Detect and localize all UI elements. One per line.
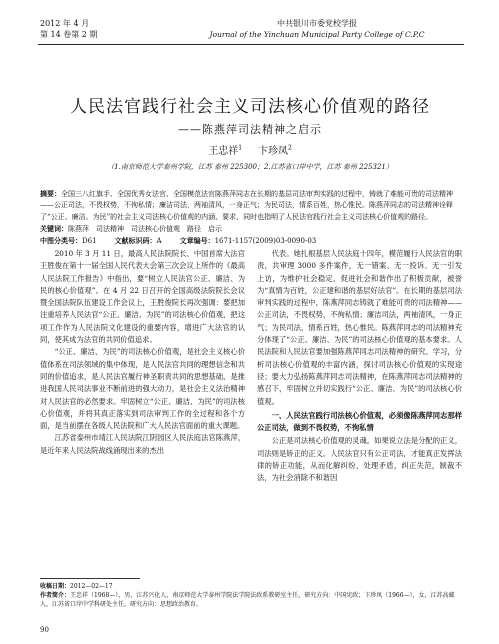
- section-heading: 一、人民法官践行司法核心价值观，必须像陈燕萍同志那样公正司法，做到不畏权势，不徇私情: [257, 410, 462, 433]
- doc-code: [115, 235, 162, 247]
- page-number: 90: [40, 626, 49, 634]
- author-line: [40, 142, 460, 157]
- body-column-left: [40, 248, 245, 457]
- abstract: [40, 188, 462, 223]
- classification-line: [40, 235, 462, 247]
- journal-name-en: Journal of the Yinchuan Municipal Party College of C.P.C: [209, 30, 425, 39]
- author-name: 王忠祥: [208, 146, 239, 157]
- paragraph: 代表。她扎根基层人民法庭十四年，模范履行人民法官的职责，共审理 3000 多件案件，无一错案、无一投诉、无一引发上访，为维护社会稳定、促进社会和谐作出了积极贡献，被誉为“真情为百姓，公正建和谐的基层好法官”。在长期的基层司法审判实践的过程中，陈燕萍同志铸就了难能可贵的司法精神——公正司法，不畏权势，不徇私情；廉洁司法，两袖清风，一身正气；为民司法，情系百姓，热心惟民。陈燕萍同志的司法精神充分体现了“公正、廉洁、为民”的司法核心价值观的基本要求。人民法院和人民法官要加强陈燕萍同志司法精神的研究、学习，分析司法核心价值观的丰富内涵，探讨司法核心价值观的实现途径；要大力弘扬陈燕萍同志司法精神，在陈燕萍同志司法精神的感召下，牢固树立并切实践行“公正、廉洁、为民”的司法核心价值观。: [257, 249, 462, 406]
- author-affil-mark: 1: [238, 144, 243, 152]
- paragraph: 江苏省泰州市靖江人民法院江阴园区人民法庭法官陈燕萍，是近年来人民法院战线涌现出来的杰出: [40, 433, 245, 455]
- abstract-block: [40, 188, 462, 247]
- clc-label: 中图分类号：: [40, 236, 82, 246]
- footnote-rule: [40, 578, 140, 579]
- article-title: 人民法官践行社会主义司法核心价值观的路径: [70, 97, 430, 117]
- author-name: 卞珍凤: [257, 146, 288, 157]
- doc-code-value: A: [156, 237, 162, 246]
- keywords-text: 陈燕萍 司法精神 司法核心价值观 路径 启示: [68, 224, 222, 233]
- volume-issue: 第 14 卷第 2 期: [40, 30, 98, 39]
- author-bio-label: 作者简介：: [40, 592, 71, 599]
- abstract-text: 全国三八红旗手、全国优秀女法官、全国模范法官陈燕萍同志在长期的基层司法审判实践的过程中，铸就了难能可贵的司法精神——公正司法，不畏权势，不徇私情；廉洁司法，两袖清风，一身正气；为民司法，情系百姓，热心惟民。陈燕萍同志的司法精神诠释了“公正、廉洁、为民”的社会主义司法核心价值观的内涵、要求，同时也指明了人民法官践行社会主义司法核心价值观的路径。: [40, 190, 453, 221]
- article-subtitle: ——陈燕萍司法精神之启示: [178, 123, 322, 136]
- journal-name: [172, 18, 462, 40]
- paragraph: 公正是司法核心价值观的灵魂。如果说立法是分配的正义，司法则是矫正的正义。人民法官只有公正司法，才能真正发挥法律的矫正功能，从而化解纠纷，处理矛盾，纠正失范，制裁不法，为社会消除不和谐因: [257, 436, 462, 483]
- author-affil-mark: 2: [287, 144, 292, 152]
- footnote: [40, 582, 462, 609]
- article-no-value: 1671-1157(2009)03-0090-03: [214, 237, 317, 246]
- article-no-label: 文章编号：: [179, 236, 215, 246]
- clc-code: [40, 235, 97, 247]
- journal-name-cn: 中共银川市委党校学报: [277, 19, 357, 28]
- received-date: [40, 582, 462, 591]
- paragraph: 2010 年 3 月 11 日，最高人民法院院长、中国首席大法官王胜俊在第十一届全国人民代表大会第三次会议上所作的《最高人民法院工作报告》中指出，要“树立人民法官公正、廉洁、为民的核心价值观”。在 4 月 22 日召开的全国高级法院院长会议暨全国法院队伍建设工作会议上，王胜俊院长再次强调：要把加注重培养人民法官“公正、廉洁、为民”的司法核心价值观，把这项工作作为人民法院文化建设的重要内容，增进广大法官的认同，使其成为法官的共同价值追求。: [40, 249, 245, 345]
- keywords: [40, 223, 462, 235]
- author-bio-text: 王忠祥（1968—），男，江苏兴化人，南京师范大学泰州学院法学院法政系教研室主任，研究方向：中国宪政；卞珍凤（1966—），女，江苏高邮人，江苏省口岸中学科研处主任，研究方向：思想政治教育。: [40, 592, 455, 608]
- clc-value: D61: [82, 237, 97, 246]
- doc-code-label: 文献标识码：: [114, 236, 157, 246]
- keywords-label: 关键词：: [40, 223, 68, 233]
- paragraph: “公正、廉洁、为民”的司法核心价值观，是社会主义核心价值体系在司法领域的集中体现，是人民法官共同的理想信念和共同的价值追求，是人民法官履行神圣职责共同的思想基础，是推进我国人民司法事业不断前进的强大动力，是社会主义法治精神对人民法官的必然要求。牢固树立“公正、廉洁、为民”的司法核心价值观，并将其真正落实到司法审判工作的全过程和各个方面，是当前摆在各级人民法院和广大人民法官面前的重大课题。: [40, 347, 245, 431]
- issue-date: 2012 年 4 月: [40, 19, 90, 28]
- received-label: 收稿日期：: [40, 583, 71, 590]
- abstract-label: 摘要：: [40, 189, 61, 198]
- received-value: 2012—02—17: [70, 583, 113, 590]
- affiliation: （1.南京师范大学泰州学院，江苏 泰州 225300；2.江苏省口岸中学，江苏 泰州 225321）: [107, 163, 393, 171]
- author-bio: [40, 591, 462, 609]
- article-number: [180, 235, 317, 247]
- header-rule: [38, 44, 464, 45]
- body-column-right: [257, 248, 462, 485]
- issue-info: [40, 18, 97, 40]
